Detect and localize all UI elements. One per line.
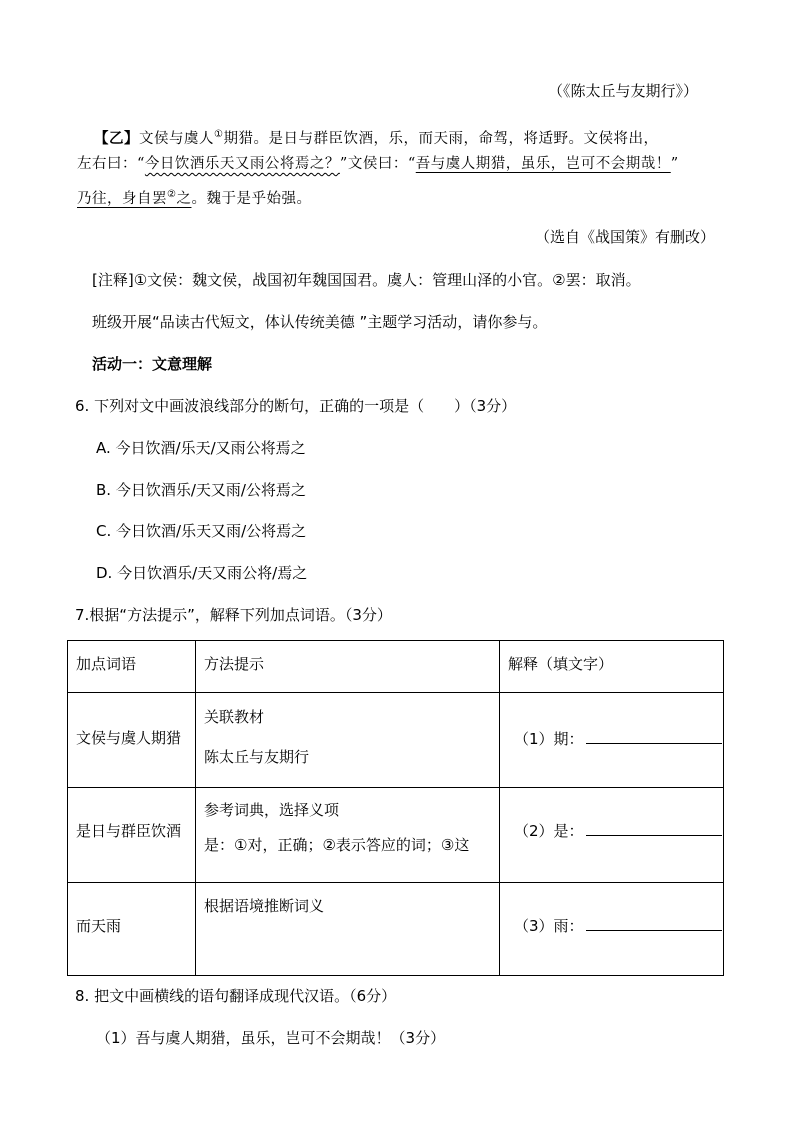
row-hint-2: 是：①对，正确；②表示答应的词；③这 bbox=[204, 836, 470, 854]
answer-blank-3[interactable] bbox=[586, 916, 722, 931]
answer-blank-1[interactable] bbox=[586, 729, 722, 744]
row-hint-1: 根据语境推断词义 bbox=[204, 897, 325, 915]
row-hint-2: 陈太丘与友期行 bbox=[204, 748, 310, 766]
q6-option-b: B. 今日饮酒乐/天又雨/公将焉之 bbox=[96, 481, 306, 499]
intro-text: 班级开展“品读古代短文，体认传统美德 ”主题学习活动，请你参与。 bbox=[92, 313, 548, 331]
note-mark-1: ① bbox=[214, 129, 224, 140]
row-answer-label: （2）是： bbox=[514, 822, 584, 840]
table-row bbox=[68, 693, 724, 788]
passage-text: 左右曰：“ bbox=[77, 156, 145, 172]
row-word: 文侯与虞人期猎 bbox=[76, 729, 182, 747]
header-answer: 解释（填文字） bbox=[508, 655, 614, 673]
table-row bbox=[68, 788, 724, 883]
wavy-underlined-sentence: 今日饮酒乐天又雨公将焉之？ bbox=[144, 156, 340, 172]
annotation: [注释]①文侯：魏文侯，战国初年魏国国君。虞人：管理山泽的小官。②罢：取消。 bbox=[92, 271, 641, 289]
answer-blank-2[interactable] bbox=[586, 821, 722, 836]
row-answer-label: （3）雨： bbox=[514, 917, 584, 935]
passage-text: 文侯与虞人 bbox=[139, 130, 214, 147]
underlined-sentence: 吾与虞人期猎，虽乐，岂可不会期哉！ bbox=[415, 156, 671, 172]
passage-text: 。魏于是乎始强。 bbox=[191, 190, 312, 207]
row-hint-1: 关联教材 bbox=[204, 708, 265, 726]
q6-option-d: D. 今日饮酒乐/天又雨公将/焉之 bbox=[96, 564, 308, 582]
q6-option-a: A. 今日饮酒/乐天/又雨公将焉之 bbox=[96, 439, 306, 457]
row-word: 而天雨 bbox=[76, 917, 122, 935]
table-row bbox=[68, 883, 724, 976]
row-hint-1: 参考词典，选择义项 bbox=[204, 801, 340, 819]
q8-stem: 8. 把文中画横线的语句翻译成现代汉语。（6分） bbox=[75, 987, 397, 1005]
header-hint: 方法提示 bbox=[204, 655, 265, 673]
passage-b-line-2 bbox=[77, 154, 679, 174]
source-a: （《陈太丘与友期行》） bbox=[548, 82, 699, 100]
passage-text: ” bbox=[670, 156, 679, 172]
q7-table bbox=[67, 640, 724, 976]
activity-heading: 活动一：文意理解 bbox=[92, 355, 213, 373]
passage-b-line-1 bbox=[94, 125, 658, 149]
passage-text: 乃往，身自罢 bbox=[77, 190, 167, 207]
passage-label: 【乙】 bbox=[94, 129, 139, 147]
passage-text: 期猎。是日与群臣饮酒，乐，而天雨，命驾，将适野。文侯将出， bbox=[223, 130, 659, 147]
row-answer-label: （1）期： bbox=[514, 730, 584, 748]
passage-b-line-3 bbox=[77, 185, 311, 209]
passage-text: 之 bbox=[176, 190, 192, 207]
q6-stem: 6. 下列对文中画波浪线部分的断句，正确的一项是（ ）（3分） bbox=[75, 397, 517, 415]
q6-option-c: C. 今日饮酒/乐天又雨/公将焉之 bbox=[96, 522, 307, 540]
header-word: 加点词语 bbox=[76, 655, 137, 673]
q7-stem: 7.根据“方法提示”，解释下列加点词语。（3分） bbox=[75, 606, 392, 624]
underlined-sentence-2 bbox=[77, 191, 191, 207]
note-mark-2: ② bbox=[167, 189, 177, 200]
q8-sub1: （1）吾与虞人期猎，虽乐，岂可不会期哉！（3分） bbox=[96, 1029, 446, 1047]
row-word: 是日与群臣饮酒 bbox=[76, 822, 182, 840]
passage-text: ”文侯曰：“ bbox=[339, 156, 416, 172]
source-b: （选自《战国策》有删改） bbox=[535, 228, 716, 246]
table-header-row bbox=[68, 641, 724, 693]
